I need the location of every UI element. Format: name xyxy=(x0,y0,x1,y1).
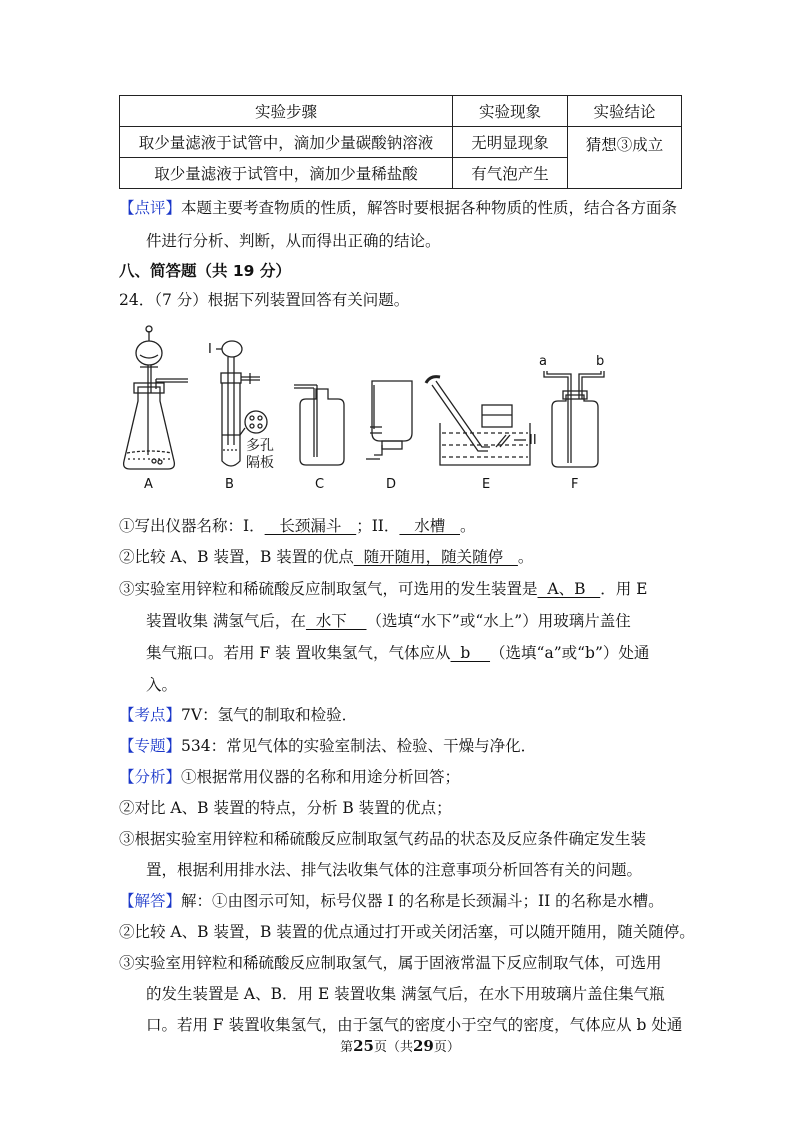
q1-answer-1: 长颈漏斗 xyxy=(264,517,357,535)
fenxi-line-1 xyxy=(119,766,460,788)
table-header-row xyxy=(120,96,682,127)
table-header: 实验步骤 xyxy=(120,96,453,127)
q3-answer-1: A、B xyxy=(537,580,601,598)
q2-answer: 随开随用，随关随停 xyxy=(353,548,518,566)
table-header: 实验结论 xyxy=(568,96,682,127)
table-cell: 取少量滤液于试管中，滴加少量稀盐酸 xyxy=(120,158,453,189)
kaodian-text: 7V：氢气的制取和检验． xyxy=(181,706,358,724)
review-line-2: 件进行分析、判断，从而得出正确的结论。 xyxy=(146,232,441,250)
review-line xyxy=(119,197,677,219)
q3-text: ．用 E xyxy=(600,580,648,598)
page-number: 25 xyxy=(353,1037,374,1055)
table-cell: 取少量滤液于试管中，滴加少量碳酸钠溶液 xyxy=(120,127,453,158)
apparatus-figure xyxy=(110,325,610,500)
q1-prefix: ①写出仪器名称：I． xyxy=(119,517,265,535)
footer-text: 页（共 xyxy=(373,1040,413,1055)
q2-prefix: ②比较 A、B 装置，B 装置的优点 xyxy=(119,548,354,566)
footer-text: 第 xyxy=(340,1040,354,1055)
porous-plate-label-2: 隔板 xyxy=(246,455,274,471)
question-text: 24．（7 分）根据下列装置回答有关问题。 xyxy=(119,291,410,309)
jieda-line-5: 口。若用 F 装置收集氢气，由于氢气的密度小于空气的密度，气体应从 b 处通 xyxy=(146,1016,683,1034)
fenxi-line-2: ②对比 A、B 装置的特点，分析 B 装置的优点； xyxy=(119,799,452,817)
footer-text: 页） xyxy=(433,1040,460,1055)
zhuanti-line xyxy=(119,735,536,757)
section-title: 八、简答题（共 19 分） xyxy=(119,262,291,280)
q3-line-3 xyxy=(146,642,649,664)
q3-line-4: 入。 xyxy=(146,676,178,694)
label-b: B xyxy=(225,477,234,492)
table-row xyxy=(120,127,682,158)
label-f: F xyxy=(571,477,579,492)
q2-suffix: 。 xyxy=(517,548,534,566)
fenxi-line-4: 置，根据利用排水法、排气法收集气体的注意事项分析回答有关的问题。 xyxy=(146,861,643,879)
jieda-line-4: 的发生装置是 A、B．用 E 装置收集 满氢气后，在水下用玻璃片盖住集气瓶 xyxy=(146,985,665,1003)
fenxi-tag: 【分析】 xyxy=(119,768,182,786)
table-cell: 无明显现象 xyxy=(453,127,568,158)
q3-text: （选填“水下”或“水上”）用玻璃片盖住 xyxy=(366,612,631,630)
apparatus-f xyxy=(544,371,604,467)
fenxi-line-3: ③根据实验室用锌粒和稀硫酸反应制取氢气药品的状态及反应条件确定发生装 xyxy=(119,830,647,848)
jieda-line-3: ③实验室用锌粒和稀硫酸反应制取氢气，属于固液常温下反应制取气体，可选用 xyxy=(119,954,662,972)
page-footer xyxy=(0,1036,800,1055)
label-d: D xyxy=(386,477,397,492)
apparatus-a xyxy=(124,326,188,469)
table-cell: 猜想③成立 xyxy=(568,127,682,189)
q1-suffix: 。 xyxy=(460,517,476,535)
porous-plate-label-1: 多孔 xyxy=(246,438,274,454)
tube-a-label: a xyxy=(539,354,547,369)
tube-b-label: b xyxy=(596,354,605,369)
q3-answer-2: 水下 xyxy=(305,612,367,630)
q3-text: ③实验室用锌粒和稀硫酸反应制取氢气，可选用的发生装置是 xyxy=(119,580,538,598)
label-I: I xyxy=(208,342,212,357)
jieda-line-1 xyxy=(119,890,664,912)
fenxi-text: ①根据常用仪器的名称和用途分析回答； xyxy=(181,768,461,786)
q1-answer-2: 水槽 xyxy=(399,517,460,535)
apparatus-c xyxy=(294,385,344,465)
review-tag: 【点评】 xyxy=(119,199,182,217)
q3-text: 集气瓶口。若用 F 装 置收集氢气，气体应从 xyxy=(146,644,451,662)
q3-text: （选填“a”或“b”）处通 xyxy=(490,644,650,662)
q1-mid: ；II． xyxy=(356,517,400,535)
jieda-tag: 【解答】 xyxy=(119,892,182,910)
label-e: E xyxy=(482,477,491,492)
q1-line xyxy=(119,515,476,537)
q3-text: 装置收集 满氢气后，在 xyxy=(146,612,306,630)
apparatus-e xyxy=(426,377,530,465)
kaodian-line xyxy=(119,704,357,726)
zhuanti-text: 534：常见气体的实验室制法、检验、干燥与净化． xyxy=(181,737,537,755)
q3-line-2 xyxy=(146,610,631,632)
zhuanti-tag: 【专题】 xyxy=(119,737,182,755)
experiment-table xyxy=(119,95,682,189)
q3-answer-3: b xyxy=(450,644,491,662)
review-text: 本题主要考查物质的性质，解答时要根据各种物质的性质，结合各方面条 xyxy=(181,199,678,217)
table-header: 实验现象 xyxy=(453,96,568,127)
q2-line xyxy=(119,546,533,568)
kaodian-tag: 【考点】 xyxy=(119,706,182,724)
label-a: A xyxy=(144,477,153,492)
jieda-line-2: ②比较 A、B 装置，B 装置的优点通过打开或关闭活塞，可以随开随用，随关随停。 xyxy=(119,923,695,941)
label-c: C xyxy=(315,477,325,492)
page-total: 29 xyxy=(413,1037,434,1055)
table-cell: 有气泡产生 xyxy=(453,158,568,189)
label-II: II xyxy=(529,433,537,448)
q3-line-1 xyxy=(119,578,648,600)
jieda-text: 解：①由图示可知，标号仪器 I 的名称是长颈漏斗；II 的名称是水槽。 xyxy=(181,892,664,910)
apparatus-d xyxy=(366,381,412,459)
